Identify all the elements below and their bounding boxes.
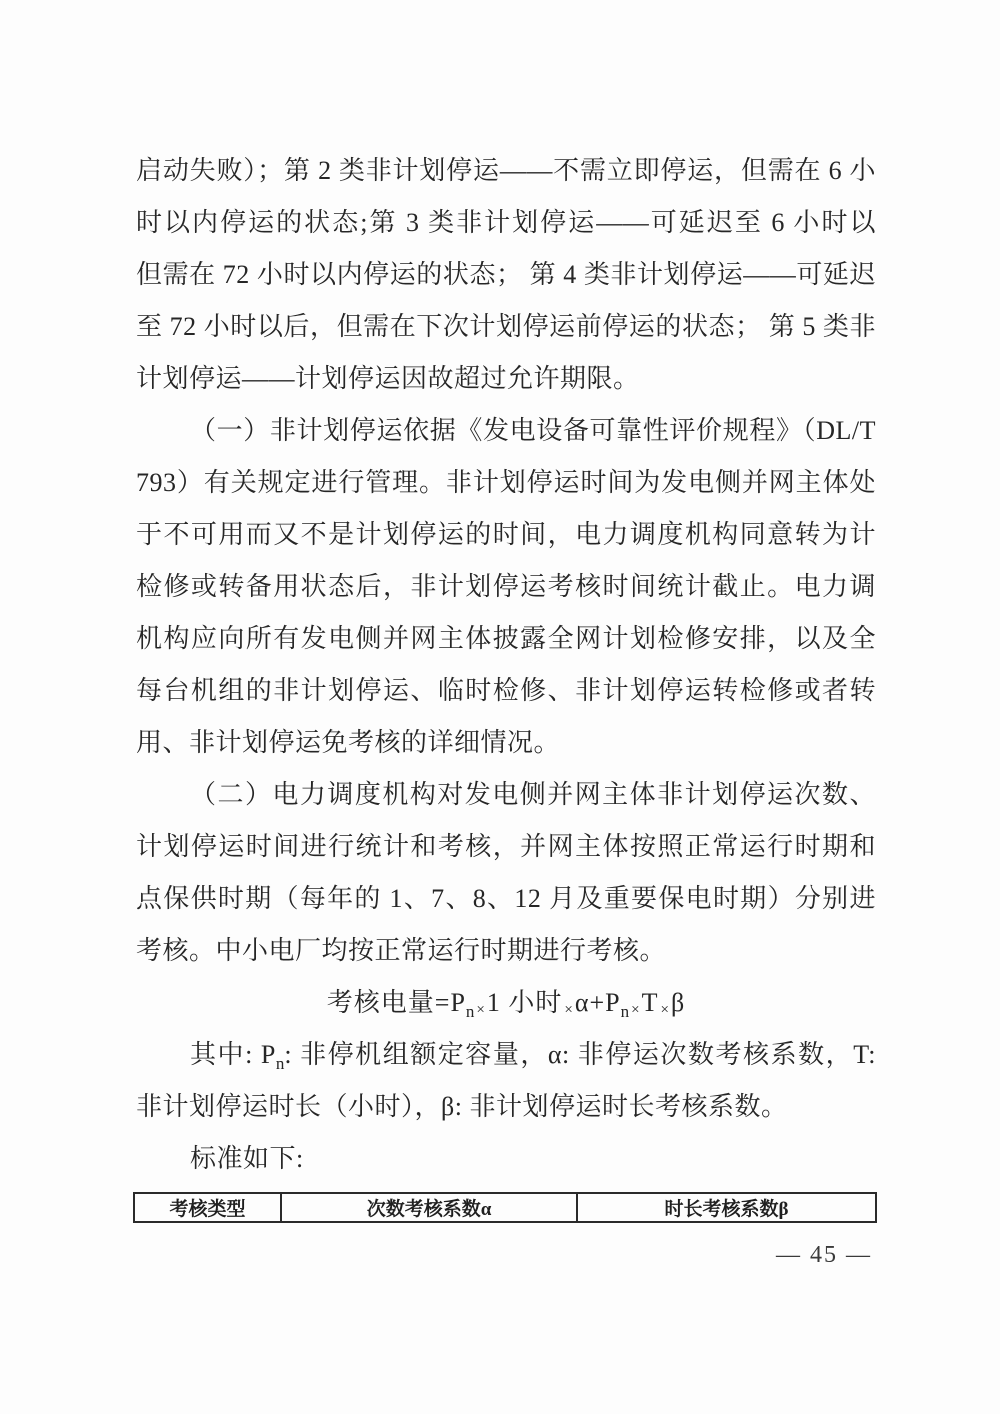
text-line: 启动失败）；第 2 类非计划停运——不需立即停运，但需在 6 小 [136,156,876,185]
text-line: （二）电力调度机构对发电侧并网主体非计划停运次数、 [190,780,876,809]
formula-part: α+P [574,988,621,1017]
table-header-assessment-type: 考核类型 [135,1194,282,1221]
formula-subscript: n [275,1054,285,1073]
text-line: 793）有关规定进行管理。非计划停运时间为发电侧并网主体处 [136,468,876,497]
text-line: 非计划停运时长（小时），β: 非计划停运时长考核系数。 [136,1092,788,1121]
assessment-formula [136,977,876,1029]
assessment-standard-table [133,1192,877,1223]
multiply-sign: × [631,1002,640,1018]
formula-subscript: n [465,1002,475,1021]
text-line: 点保供时期（每年的 1、7、8、12 月及重要保电时期）分别进 [136,884,876,913]
text-line: 每台机组的非计划停运、临时检修、非计划停运转检修或者转 [136,676,876,705]
formula-part: T [641,988,659,1017]
text-line [136,1029,876,1081]
document-body [136,145,876,1185]
text-line: 检修或转备用状态后，非计划停运考核时间统计截止。电力调 [136,572,876,601]
text-part: 其中: P [190,1040,276,1069]
text-line: 计划停运——计划停运因故超过允许期限。 [136,364,640,393]
page-number: — 45 — [776,1242,872,1268]
multiply-sign: × [476,1002,485,1018]
multiply-sign: × [564,1002,573,1018]
formula-subscript: n [620,1002,630,1021]
text-part: : 非停机组额定容量，α: 非停运次数考核系数，T: [284,1040,876,1069]
text-line: 标准如下: [190,1144,304,1173]
formula-part: 考核电量=P [326,988,466,1017]
text-line: 用、非计划停运免考核的详细情况。 [136,728,561,757]
text-line: 计划停运时间进行统计和考核，并网主体按照正常运行时期和 [136,832,876,861]
text-line: 时以内停运的状态;第 3 类非计划停运——可延迟至 6 小时以 [136,208,876,237]
formula-part: β [670,988,686,1017]
multiply-sign: × [660,1002,669,1018]
text-line: 但需在 72 小时以内停运的状态； 第 4 类非计划停运——可延迟 [136,260,876,289]
text-line: 至 72 小时以后，但需在下次计划停运前停运的状态； 第 5 类非 [136,312,876,341]
text-line: （一）非计划停运依据《发电设备可靠性评价规程》（DL/T [190,416,876,445]
table-header-duration-coefficient-beta: 时长考核系数β [664,1199,789,1220]
formula-part: 1 小时 [486,988,563,1017]
text-line: 考核。中小电厂均按正常运行时期进行考核。 [136,936,667,965]
text-line: 于不可用而又不是计划停运的时间，电力调度机构同意转为计 [136,520,876,549]
table-header-count-coefficient-alpha: 次数考核系数α [282,1194,578,1221]
text-line: 机构应向所有发电侧并网主体披露全网计划检修安排，以及全 [136,624,876,653]
